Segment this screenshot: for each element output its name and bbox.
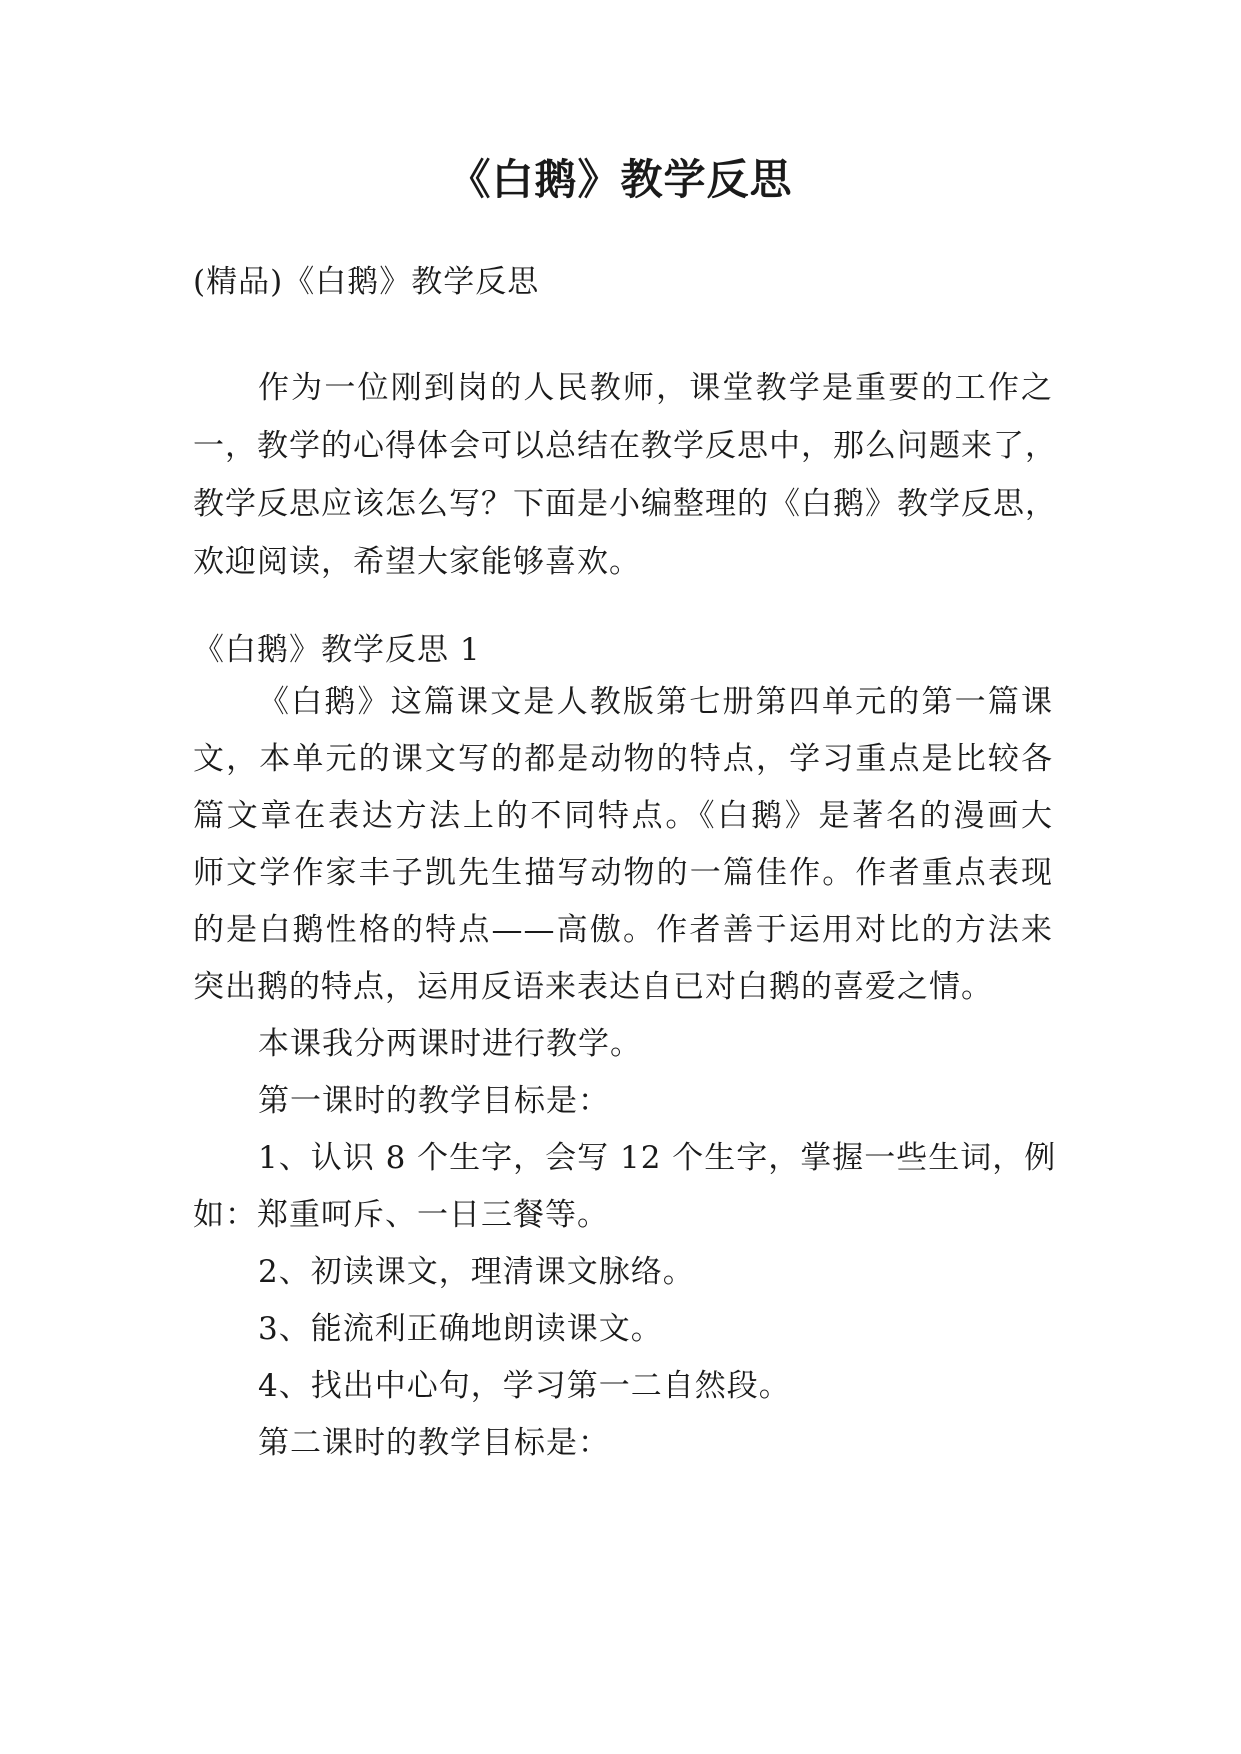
section-line: 3、能流利正确地朗读课文。 <box>258 1311 663 1347</box>
intro-line: 欢迎阅读，希望大家能够喜欢。 <box>193 544 641 580</box>
section-line: 篇文章在表达方法上的不同特点。《白鹅》是著名的漫画大 <box>193 798 1053 834</box>
section-line: 的是白鹅性格的特点——高傲。作者善于运用对比的方法来 <box>193 912 1053 948</box>
section-line: 如：郑重呵斥、一日三餐等。 <box>193 1197 609 1233</box>
section-line: 4、找出中心句，学习第一二自然段。 <box>258 1368 791 1404</box>
section-line: 本课我分两课时进行教学。 <box>258 1026 642 1062</box>
intro-line: 一，教学的心得体会可以总结在教学反思中，那么问题来了， <box>193 428 1057 464</box>
section-line: 第二课时的教学目标是： <box>258 1425 610 1461</box>
section-line: 第一课时的教学目标是： <box>258 1083 610 1119</box>
document-title: 《白鹅》教学反思 <box>448 155 793 204</box>
section-line: 文，本单元的课文写的都是动物的特点，学习重点是比较各 <box>193 741 1053 777</box>
intro-line: 作为一位刚到岗的人民教师，课堂教学是重要的工作之 <box>258 370 1053 406</box>
section-heading: 《白鹅》教学反思 1 <box>193 632 481 668</box>
section-line: 师文学作家丰子凯先生描写动物的一篇佳作。作者重点表现 <box>193 855 1053 891</box>
section-line: 1、认识 8 个生字，会写 12 个生字，掌握一些生词，例 <box>258 1140 1057 1176</box>
section-line: 《白鹅》这篇课文是人教版第七册第四单元的第一篇课 <box>258 684 1053 720</box>
document-subtitle: (精品)《白鹅》教学反思 <box>193 264 540 300</box>
section-line: 突出鹅的特点，运用反语来表达自已对白鹅的喜爱之情。 <box>193 969 993 1005</box>
section-line: 2、初读课文，理清课文脉络。 <box>258 1254 695 1290</box>
intro-line: 教学反思应该怎么写？下面是小编整理的《白鹅》教学反思， <box>193 486 1057 522</box>
